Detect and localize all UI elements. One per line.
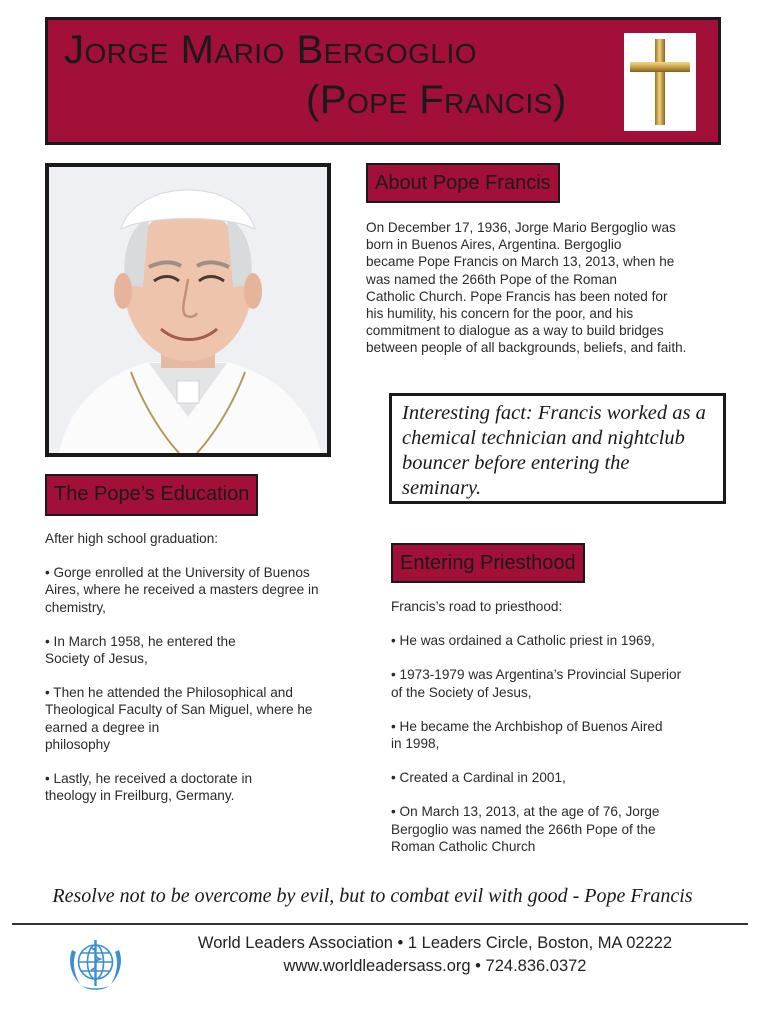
list-line: Francis’s road to priesthood: <box>391 599 563 614</box>
about-line: between people of all backgrounds, beliefs, and faith. <box>366 340 687 356</box>
fact-line: chemical technician and nightclub <box>402 427 685 449</box>
list-line: • In March 1958, he entered the <box>45 633 236 649</box>
closing-quote: Resolve not to be overcome by evil, but to combat evil with good - Pope Francis <box>52 885 693 907</box>
list-line: chemistry, <box>45 599 106 615</box>
list-line: earned a degree in <box>45 719 160 735</box>
cross-icon-tile <box>624 33 696 131</box>
page-title-line-1: Jorge Mario Bergoglio <box>64 28 478 72</box>
list-item <box>391 803 725 855</box>
portrait-illustration <box>49 167 327 453</box>
gold-cross-icon <box>624 33 696 131</box>
priesthood-list <box>391 598 725 872</box>
list-item <box>391 666 725 700</box>
footer-contact: www.worldleadersass.org • 724.836.0372 <box>283 957 587 975</box>
list-item <box>391 718 725 752</box>
about-line: his humility, his concern for the poor, and his <box>366 306 634 322</box>
page-title-line-2: (Pope Francis) <box>306 78 567 122</box>
about-line: born in Buenos Aires, Argentina. Bergoglio <box>366 237 622 253</box>
list-line: Bergoglio was named the 266th Pope of the <box>391 821 656 837</box>
about-line: commitment to dialogue as a way to build bridges <box>366 323 664 339</box>
logo-graphic <box>64 934 127 994</box>
about-line: On December 17, 1936, Jorge Mario Bergoglio was <box>366 220 676 235</box>
list-line: • Created a Cardinal in 2001, <box>391 770 566 786</box>
list-line: Theological Faculty of San Miguel, where he <box>45 702 313 718</box>
list-line: • Gorge enrolled at the University of Buenos <box>45 565 310 581</box>
list-line: Society of Jesus, <box>45 651 148 667</box>
about-text <box>366 219 726 357</box>
footer-divider <box>12 923 748 925</box>
list-line: • On March 13, 2013, at the age of 76, Jorge <box>391 804 660 820</box>
list-item <box>45 530 357 547</box>
about-line: became Pope Francis on March 13, 2013, when he <box>366 254 675 270</box>
list-line: • He became the Archbishop of Buenos Aired <box>391 718 663 734</box>
list-line: Aires, where he received a masters degree in <box>45 582 319 598</box>
list-line: • Lastly, he received a doctorate in <box>45 771 253 787</box>
fact-line: bouncer before entering the seminary. <box>402 452 630 499</box>
about-line: Catholic Church. Pope Francis has been noted for <box>366 288 668 304</box>
list-line: Roman Catholic Church <box>391 838 536 854</box>
list-item <box>45 564 357 616</box>
list-item <box>45 684 357 753</box>
title-banner <box>45 17 721 145</box>
pope-portrait-photo <box>45 163 331 457</box>
fact-line: Interesting fact: Francis worked as a <box>402 402 706 424</box>
priesthood-heading: Entering Priesthood <box>391 543 585 583</box>
list-item <box>391 598 725 615</box>
list-line: • 1973-1979 was Argentina’s Provincial Superior <box>391 667 682 683</box>
list-item <box>45 770 357 804</box>
education-heading: The Pope’s Education <box>45 474 258 516</box>
list-line: theology in Freilburg, Germany. <box>45 788 235 804</box>
list-line: After high school graduation: <box>45 531 219 546</box>
footer-address: World Leaders Association • 1 Leaders Circle, Boston, MA 02222 <box>197 934 673 952</box>
list-item <box>391 769 725 786</box>
wreath-globe-logo-icon <box>64 934 127 994</box>
list-line: in 1998, <box>391 736 440 752</box>
about-heading: About Pope Francis <box>366 163 560 203</box>
list-line: • He was ordained a Catholic priest in 1969, <box>391 633 655 649</box>
education-list <box>45 530 357 821</box>
list-item <box>45 633 357 667</box>
about-line: was named the 266th Pope of the Roman <box>366 271 617 287</box>
interesting-fact-box <box>389 393 726 504</box>
list-item <box>391 632 725 649</box>
list-line: of the Society of Jesus, <box>391 684 532 700</box>
list-line: • Then he attended the Philosophical and <box>45 685 293 701</box>
list-line: philosophy <box>45 736 110 752</box>
